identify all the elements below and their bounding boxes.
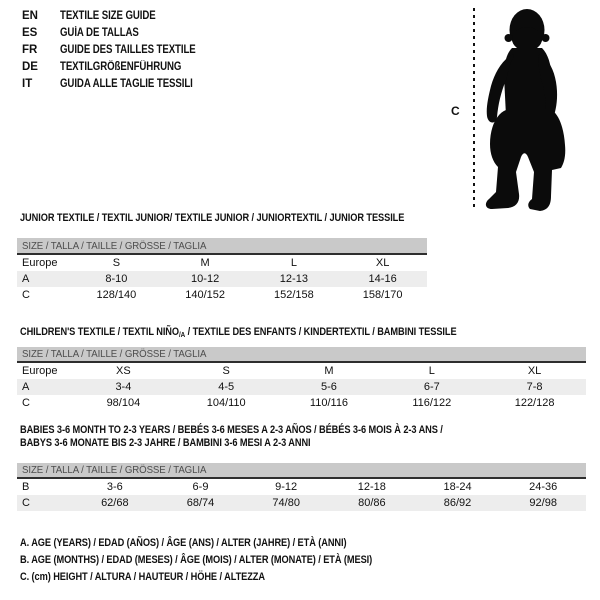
height-cell: 140/152 bbox=[185, 289, 225, 301]
language-code: DE bbox=[22, 60, 38, 73]
children-title-pre: CHILDREN'S TEXTILE / TEXTIL NIÑO bbox=[20, 326, 179, 338]
age-cell: 9-12 bbox=[275, 481, 298, 493]
row-label: Europe bbox=[22, 365, 58, 377]
table-row bbox=[17, 379, 586, 395]
height-cell: 110/116 bbox=[309, 397, 349, 409]
legend-text: C. (cm) HEIGHT / ALTURA / HAUTEUR / HÖHE / ALTEZZA bbox=[20, 570, 265, 583]
table-row bbox=[17, 495, 586, 511]
size-cell: XL bbox=[375, 257, 390, 269]
table-row bbox=[17, 271, 427, 287]
size-cell: XS bbox=[116, 365, 131, 377]
height-cell: 62/68 bbox=[101, 497, 129, 509]
height-cell: 122/128 bbox=[514, 397, 555, 409]
children-title-post: / TEXTILE DES ENFANTS / KINDERTEXTIL / BAMBINI TESSILE bbox=[185, 326, 457, 338]
size-header-label: SIZE / TALLA / TAILLE / GRÖSSE / TAGLIA bbox=[22, 239, 207, 252]
babies-table bbox=[17, 479, 586, 511]
language-title: GUÍA DE TALLAS bbox=[60, 26, 139, 39]
height-cell: 128/140 bbox=[96, 289, 137, 301]
children-table-title bbox=[20, 326, 457, 339]
age-cell: 8-10 bbox=[105, 273, 128, 285]
age-cell: 18-24 bbox=[443, 481, 472, 493]
legend bbox=[20, 534, 439, 585]
age-cell: 10-12 bbox=[191, 273, 220, 285]
size-cell: M bbox=[200, 257, 210, 269]
language-row-fr bbox=[22, 41, 222, 58]
age-cell: 12-13 bbox=[279, 273, 308, 285]
language-title: TEXTILE SIZE GUIDE bbox=[60, 9, 156, 22]
height-cell: 74/80 bbox=[272, 497, 300, 509]
language-row-en bbox=[22, 7, 222, 24]
age-cell: 3-6 bbox=[106, 481, 123, 493]
age-cell: 14-16 bbox=[368, 273, 397, 285]
size-cell: L bbox=[428, 365, 435, 377]
height-cell: 116/122 bbox=[412, 397, 452, 409]
legend-line-a bbox=[20, 534, 439, 551]
language-title-list bbox=[22, 7, 222, 92]
row-label: A bbox=[22, 273, 30, 285]
language-code: EN bbox=[22, 9, 38, 22]
table-row bbox=[17, 255, 427, 271]
row-label: C bbox=[22, 397, 30, 409]
size-cell: L bbox=[290, 257, 297, 269]
language-code: FR bbox=[22, 43, 38, 56]
row-label: A bbox=[22, 381, 30, 393]
row-label: C bbox=[22, 497, 30, 509]
row-label: Europe bbox=[22, 257, 58, 269]
table-row bbox=[17, 395, 586, 411]
junior-size-header-bar bbox=[17, 238, 427, 253]
babies-title-line1: BABIES 3-6 MONTH TO 2-3 YEARS / BEBÉS 3-6 MESES A 2-3 AÑOS / BÉBÉS 3-6 MOIS À 2-3 ANS / bbox=[20, 424, 443, 436]
children-table bbox=[17, 363, 586, 411]
height-cell: 68/74 bbox=[186, 497, 215, 509]
height-measure-figure bbox=[440, 0, 600, 215]
language-code: ES bbox=[22, 26, 38, 39]
age-cell: 3-4 bbox=[115, 381, 132, 393]
language-row-es bbox=[22, 24, 222, 41]
legend-text: A. AGE (YEARS) / EDAD (AÑOS) / ÂGE (ANS) / ALTER (JAHRE) / ETÀ (ANNI) bbox=[20, 536, 347, 549]
language-row-it bbox=[22, 75, 222, 92]
junior-table-title: JUNIOR TEXTILE / TEXTIL JUNIOR/ TEXTILE JUNIOR / JUNIORTEXTIL / JUNIOR TESSILE bbox=[20, 212, 405, 224]
language-title: GUIDE DES TAILLES TEXTILE bbox=[60, 43, 196, 56]
size-header-label: SIZE / TALLA / TAILLE / GRÖSSE / TAGLIA bbox=[22, 348, 207, 360]
size-cell: M bbox=[324, 365, 334, 377]
height-cell: 158/170 bbox=[362, 289, 403, 301]
height-cell: 92/98 bbox=[529, 497, 557, 509]
age-cell: 12-18 bbox=[357, 481, 386, 493]
age-cell: 5-6 bbox=[321, 381, 337, 393]
age-cell: 4-5 bbox=[218, 381, 235, 393]
table-row bbox=[17, 479, 586, 495]
height-cell: 98/104 bbox=[106, 397, 141, 409]
height-measure-label: C bbox=[451, 104, 460, 118]
language-title: GUIDA ALLE TAGLIE TESSILI bbox=[60, 77, 193, 90]
legend-text: B. AGE (MONTHS) / EDAD (MESES) / ÂGE (MOIS) / ALTER (MONATE) / ETÀ (MESI) bbox=[20, 553, 373, 566]
size-cell: XL bbox=[527, 365, 542, 377]
height-cell: 152/158 bbox=[273, 289, 314, 301]
baby-silhouette-icon bbox=[440, 0, 600, 215]
junior-table bbox=[17, 255, 427, 303]
age-cell: 6-9 bbox=[192, 481, 209, 493]
legend-line-b bbox=[20, 551, 439, 568]
language-title: TEXTILGRÖßENFÜHRUNG bbox=[60, 60, 182, 73]
babies-title-line2: BABYS 3-6 MONATE BIS 2-3 JAHRE / BAMBINI 3-6 MESI A 2-3 ANNI bbox=[20, 437, 311, 449]
table-row bbox=[17, 363, 586, 379]
babies-table-title bbox=[20, 424, 523, 450]
legend-line-c bbox=[20, 568, 439, 585]
language-row-de bbox=[22, 58, 222, 75]
age-cell: 24-36 bbox=[529, 481, 558, 493]
children-size-header-bar bbox=[17, 347, 586, 361]
row-label: B bbox=[22, 481, 30, 493]
children-title-sub: /A bbox=[178, 330, 186, 339]
size-cell: S bbox=[222, 365, 230, 377]
age-cell: 6-7 bbox=[423, 381, 440, 393]
size-header-label: SIZE / TALLA / TAILLE / GRÖSSE / TAGLIA bbox=[22, 464, 207, 476]
height-cell: 104/110 bbox=[206, 397, 246, 409]
table-row bbox=[17, 287, 427, 303]
language-code: IT bbox=[22, 77, 33, 90]
height-cell: 80/86 bbox=[358, 497, 386, 509]
age-cell: 7-8 bbox=[526, 381, 543, 393]
babies-size-header-bar bbox=[17, 463, 586, 477]
size-cell: S bbox=[112, 257, 121, 269]
row-label: C bbox=[22, 289, 30, 301]
height-cell: 86/92 bbox=[443, 497, 472, 509]
